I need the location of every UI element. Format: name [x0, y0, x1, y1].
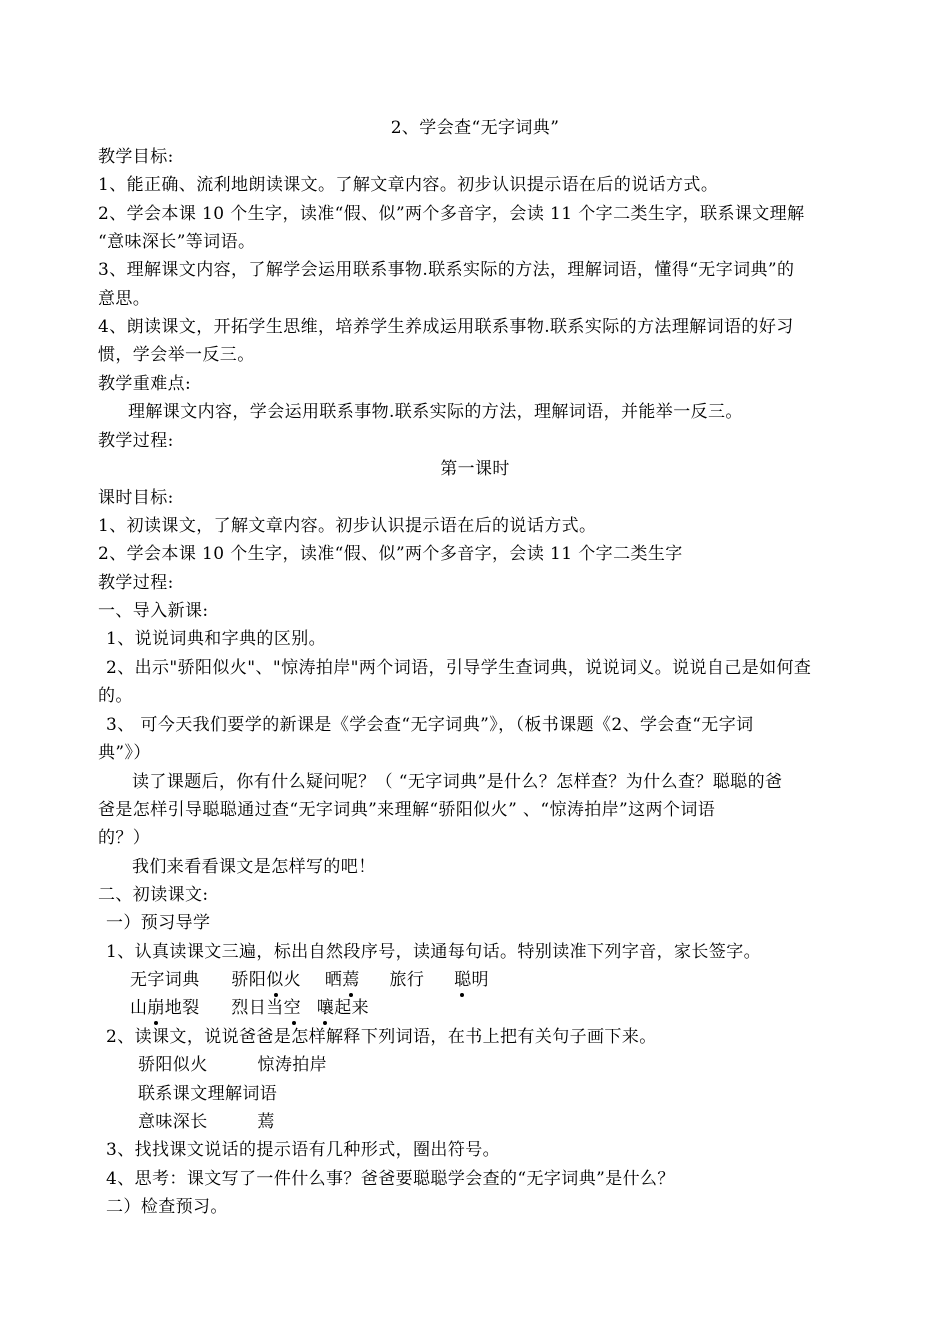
key-heading: 教学重难点: — [98, 374, 192, 394]
goal-4b: 惯，学会举一反三。 — [98, 345, 255, 365]
lesson-goal-1: 1、初读课文，了解文章内容。初步认识提示语在后的说话方式。 — [98, 516, 597, 536]
step-4: 4、思考：课文写了一件什么事？爸爸要聪聪学会查的“无字词典”是什么？ — [106, 1169, 675, 1189]
lesson-goal-2: 2、学会本课 10 个生字，读准“假、似”两个多音字，会读 11 个字二类生字 — [98, 544, 683, 564]
word-row-4: 联系课文理解词语 — [138, 1084, 278, 1104]
word-text: 山崩地裂 — [130, 998, 200, 1018]
process-heading: 教学过程: — [98, 431, 174, 451]
word-item — [231, 996, 301, 1020]
doc-title: 2、学会查“无字词典” — [390, 118, 560, 138]
word-text: 烈日当空 — [231, 998, 302, 1018]
goal-4a: 4、朗读课文，开拓学生思维，培养学生养成运用联系事物.联系实际的方法理解词语的好习 — [98, 317, 794, 337]
word-text: 晒蔫 — [324, 970, 360, 990]
part-1-item-2b: 的。 — [98, 686, 133, 706]
part-1-heading: 一、导入新课: — [98, 601, 209, 621]
word-item: 无字词典 — [130, 970, 200, 990]
goal-3a: 3、理解课文内容，了解学会运用联系事物.联系实际的方法，理解词语，懂得“无字词典”的 — [98, 260, 795, 280]
word-text: 嚷起来 — [316, 998, 370, 1018]
part-1-item-2a: 2、出示"骄阳似火"、"惊涛拍岸"两个词语，引导学生查词典，说说词义。说说自己是如何查 — [106, 658, 812, 678]
pronunciation-dot — [460, 993, 464, 997]
goal-2b: “意味深长”等词语。 — [98, 232, 256, 252]
subsection-2: 二）检查预习。 — [106, 1197, 228, 1217]
lesson-title: 第一课时 — [440, 459, 510, 479]
goal-1: 1、能正确、流利地朗读课文。了解文章内容。初步认识提示语在后的说话方式。 — [98, 175, 719, 195]
goal-2a: 2、学会本课 10 个生字，读准“假、似”两个多音字，会读 11 个字二类生字，联系课文理解 — [98, 204, 805, 224]
part-1-item-3b: 典”》） — [98, 743, 151, 763]
lesson-goals-heading: 课时目标: — [98, 488, 174, 508]
word-row-2 — [130, 996, 369, 1020]
word-text: 骄阳似火 — [231, 970, 302, 990]
subsection-1: 一）预习导学 — [106, 913, 211, 933]
look-text: 我们来看看课文是怎样写的吧！ — [132, 857, 376, 877]
word-item: 旅行 — [389, 970, 425, 990]
word-text: 聪明 — [454, 970, 489, 990]
word-item: 蔫 — [257, 1112, 275, 1132]
word-row-3 — [138, 1053, 327, 1077]
word-item: 意味深长 — [138, 1112, 208, 1132]
word-row-1 — [130, 968, 489, 992]
word-row-5 — [138, 1110, 275, 1134]
word-item — [454, 968, 489, 992]
word-item — [325, 968, 360, 992]
key-text: 理解课文内容，学会运用联系事物.联系实际的方法，理解词语，并能举一反三。 — [128, 402, 743, 422]
goals-heading: 教学目标: — [98, 147, 174, 167]
step-1: 1、认真读课文三遍，标出自然段序号，读通每句话。特别读准下列字音，家长签字。 — [106, 942, 762, 962]
step-3: 3、找找课文说话的提示语有几种形式，圈出符号。 — [106, 1140, 501, 1160]
word-item: 惊涛拍岸 — [257, 1055, 328, 1075]
question-line-3: 的？） — [98, 828, 151, 848]
process-heading-2: 教学过程: — [98, 573, 174, 593]
goal-3b: 意思。 — [98, 289, 151, 309]
part-1-item-1: 1、说说词典和字典的区别。 — [106, 629, 327, 649]
part-2-heading: 二、初读课文: — [98, 885, 209, 905]
word-item — [231, 968, 301, 992]
question-line-1: 读了课题后，你有什么疑问呢？（ “无字词典”是什么？怎样查？为什么查？聪聪的爸 — [132, 772, 783, 792]
word-item: 骄阳似火 — [138, 1055, 208, 1075]
part-1-item-3a: 3、 可今天我们要学的新课是《学会查“无字词典”》，（板书课题《2、学会查“无字词 — [106, 715, 754, 735]
word-item — [130, 996, 200, 1020]
question-line-2: 爸是怎样引导聪聪通过查“无字词典”来理解“骄阳似火” 、“惊涛拍岸”这两个词语 — [98, 800, 716, 820]
step-2: 2、读课文，说说爸爸是怎样解释下列词语，在书上把有关句子画下来。 — [106, 1027, 657, 1047]
word-item — [317, 996, 369, 1020]
